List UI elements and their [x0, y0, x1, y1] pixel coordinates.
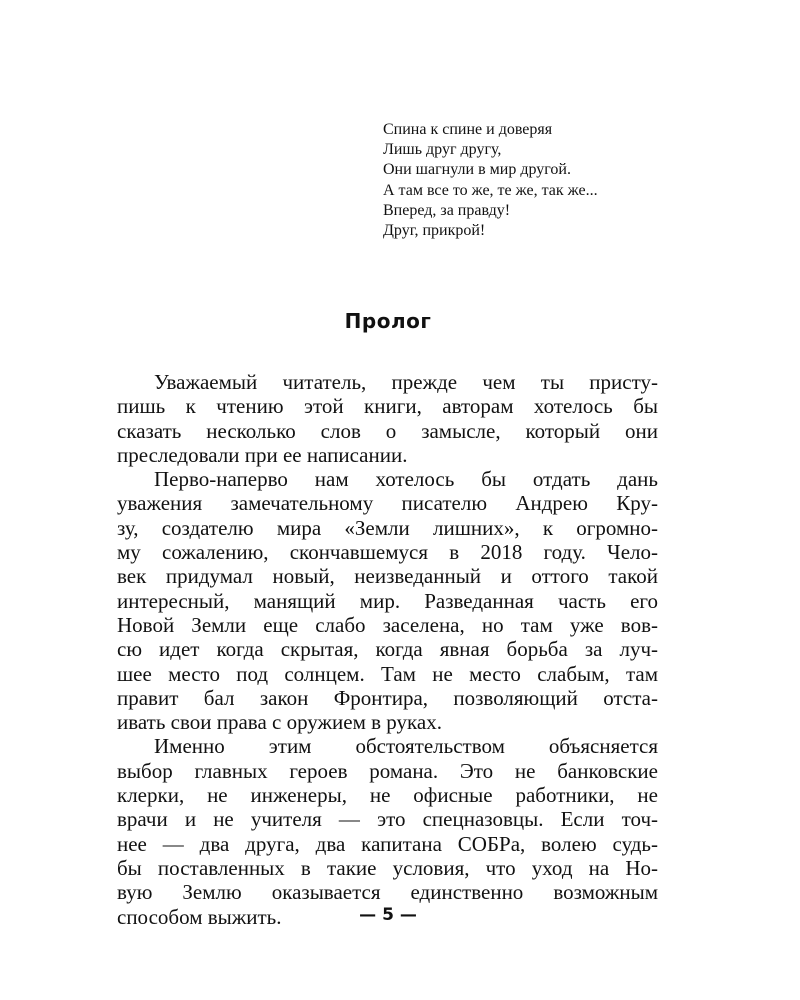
epigraph-line: Вперед, за правду! — [383, 201, 511, 219]
paragraph-line: Перво-наперво нам хотелось бы отдать дань — [154, 467, 658, 492]
body-text — [117, 370, 658, 929]
paragraph-line: му сожалению, скончавшемуся в 2018 году. Чело- — [117, 540, 658, 565]
paragraph-line: бы поставленных в такие условия, что уход на Но- — [117, 855, 658, 880]
paragraph-line: интересный, манящий мир. Разведанная часть его — [117, 588, 658, 613]
paragraph-line: нее — два друга, два капитана СОБРа, волею судь- — [117, 831, 658, 856]
paragraph-line: шее место под солнцем. Там не место слабым, там — [117, 661, 658, 686]
paragraph-line: вую Землю оказывается единственно возможным — [117, 880, 658, 905]
epigraph-line: Лишь друг другу, — [383, 141, 502, 159]
paragraph-line: способом выжить. — [117, 904, 282, 929]
epigraph-line: А там все то же, те же, так же... — [383, 181, 598, 199]
paragraph-line: врачи и не учителя — это спецназовцы. Если точ- — [117, 807, 658, 832]
epigraph-line: Друг, прикрой! — [383, 222, 486, 240]
chapter-title: Пролог — [344, 309, 432, 333]
paragraph-line: сказать несколько слов о замысле, который они — [117, 418, 658, 443]
paragraph-line: Новой Земли еще слабо заселена, но там уже вов- — [117, 612, 658, 637]
paragraph-line: зу, создателю мира «Земли лишних», к огромно- — [117, 515, 658, 540]
paragraph-line: век придумал новый, неизведанный и оттого такой — [117, 564, 658, 589]
paragraph-line: сю идет когда скрытая, когда явная борьба за луч- — [117, 637, 658, 662]
paragraph-line: Именно этим обстоятельством объясняется — [154, 734, 658, 759]
paragraph-line: ивать свои права с оружием в руках. — [117, 710, 442, 735]
paragraph-line: уважения замечательному писателю Андрею Кру- — [117, 491, 658, 516]
paragraph-line: выбор главных героев романа. Это не банковские — [117, 758, 658, 783]
epigraph-line: Они шагнули в мир другой. — [383, 161, 571, 179]
epigraph-line: Спина к спине и доверяя — [383, 121, 553, 138]
paragraph-line: клерки, не инженеры, не офисные работники, не — [117, 783, 658, 808]
paragraph-line: Уважаемый читатель, прежде чем ты присту- — [154, 370, 658, 394]
paragraph-line: правит бал закон Фронтира, позволяющий отста- — [117, 685, 658, 710]
page-number: — 5 — — [359, 905, 417, 925]
paragraph-line: пишь к чтению этой книги, авторам хотелось бы — [117, 394, 658, 419]
paragraph-line: преследовали при ее написании. — [117, 442, 408, 467]
epigraph — [383, 120, 703, 241]
